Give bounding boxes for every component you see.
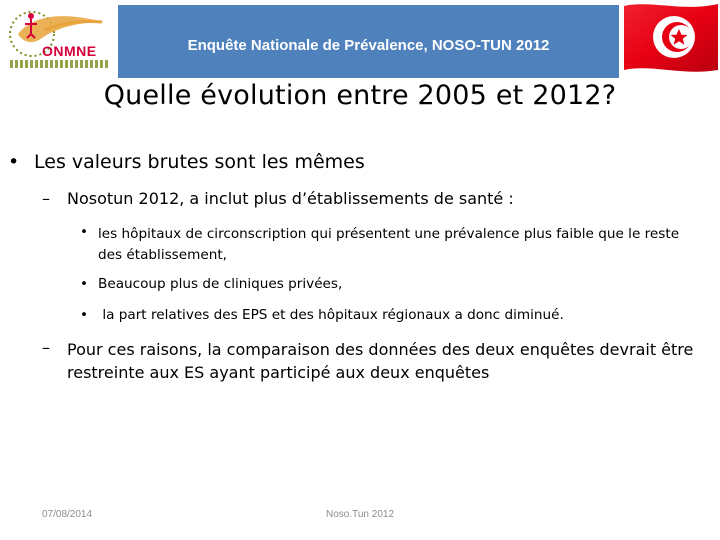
bullet-dot-icon: • <box>80 224 89 240</box>
dash-bullet-icon: – <box>42 338 50 357</box>
bullet-text: Nosotun 2012, a inclut plus d’établissements de santé : <box>67 189 514 208</box>
bullet-text: Les valeurs brutes sont les mêmes <box>34 151 365 173</box>
slide-title: Quelle évolution entre 2005 et 2012? <box>103 80 617 111</box>
tunisia-flag-icon <box>622 0 720 74</box>
banner-title: Enquête Nationale de Prévalence, NOSO-TUN 2012 <box>187 37 550 54</box>
logo-arabic-lettering <box>10 60 110 68</box>
header-banner <box>118 5 619 78</box>
logo-text: ONMNE <box>42 43 97 59</box>
footer-date: 07/08/2014 <box>42 509 93 520</box>
dash-bullet-icon: – <box>42 189 50 208</box>
bullet-text: les hôpitaux de circonscription qui présentent une prévalence plus faible que le reste des établissement, <box>98 226 680 263</box>
bullet-text: Pour ces raisons, la comparaison des données des deux enquêtes devrait être restreinte aux ES ayant participé aux deux enquêtes <box>67 340 694 382</box>
bullet-dot-icon: • <box>8 151 20 173</box>
footer-center-text: Noso.Tun 2012 <box>326 509 395 520</box>
bullet-dot-icon: • <box>80 276 89 292</box>
bullet-text: Beaucoup plus de cliniques privées, <box>98 276 343 292</box>
bullet-text: la part relatives des EPS et des hôpitaux régionaux a donc diminué. <box>98 307 564 323</box>
bullet-dot-icon: • <box>80 307 89 323</box>
onmne-logo <box>4 4 112 74</box>
